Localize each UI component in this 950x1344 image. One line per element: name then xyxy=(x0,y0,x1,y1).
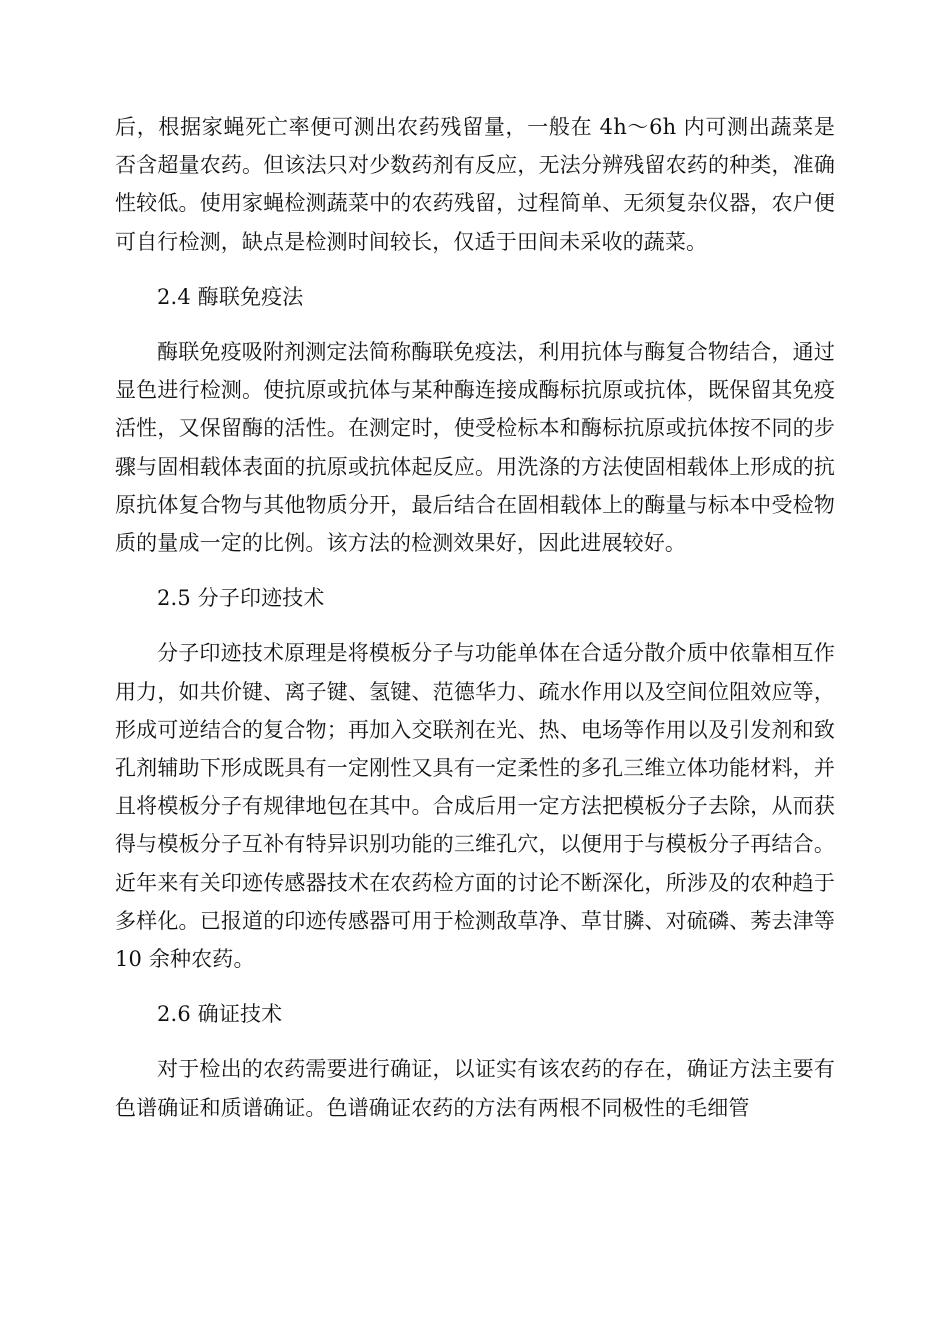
body-paragraph: 对于检出的农药需要进行确证，以证实有该农药的存在，确证方法主要有色谱确证和质谱确证。色谱确证农药的方法有两根不同极性的毛细管 xyxy=(115,1057,835,1120)
section-heading: 2.6 确证技术 xyxy=(157,1002,283,1027)
section-heading: 2.4 酶联免疫法 xyxy=(157,284,304,309)
document-page xyxy=(115,108,835,1144)
section-heading: 2.5 分子印迹技术 xyxy=(157,586,325,611)
body-paragraph: 后，根据家蝇死亡率便可测出农药残留量，一般在 4h～6h 内可测出蔬菜是否含超量农药。但该法只对少数药剂有反应，无法分辨残留农药的种类，准确性较低。使用家蝇检测蔬菜中的农药残留，过程简单、无须复杂仪器，农户便可自行检测，缺点是检测时间较长，仅适于田间未采收的蔬菜。 xyxy=(115,115,835,254)
body-paragraph: 分子印迹技术原理是将模板分子与功能单体在合适分散介质中依靠相互作用力，如共价键、离子键、氢键、范德华力、疏水作用以及空间位阻效应等，形成可逆结合的复合物；再加入交联剂在光、热、电场等作用以及引发剂和致孔剂辅助下形成既具有一定刚性又具有一定柔性的多孔三维立体功能材料，并且将模板分子有规律地包在其中。合成后用一定方法把模板分子去除，从而获得与模板分子互补有特异识别功能的三维孔穴，以便用于与模板分子再结合。近年来有关印迹传感器技术在农药检方面的讨论不断深化，所涉及的农种趋于多样化。已报道的印迹传感器可用于检测敌草净、草甘膦、对硫磷、莠去津等 10 余种农药。 xyxy=(115,641,835,972)
body-paragraph: 酶联免疫吸附剂测定法简称酶联免疫法，利用抗体与酶复合物结合，通过显色进行检测。使抗原或抗体与某种酶连接成酶标抗原或抗体，既保留其免疫活性，又保留酶的活性。在测定时，使受检标本和酶标抗原或抗体按不同的步骤与固相载体表面的抗原或抗体起反应。用洗涤的方法使固相载体上形成的抗原抗体复合物与其他物质分开，最后结合在固相载体上的酶量与标本中受检物质的量成一定的比例。该方法的检测效果好，因此进展较好。 xyxy=(115,340,835,556)
